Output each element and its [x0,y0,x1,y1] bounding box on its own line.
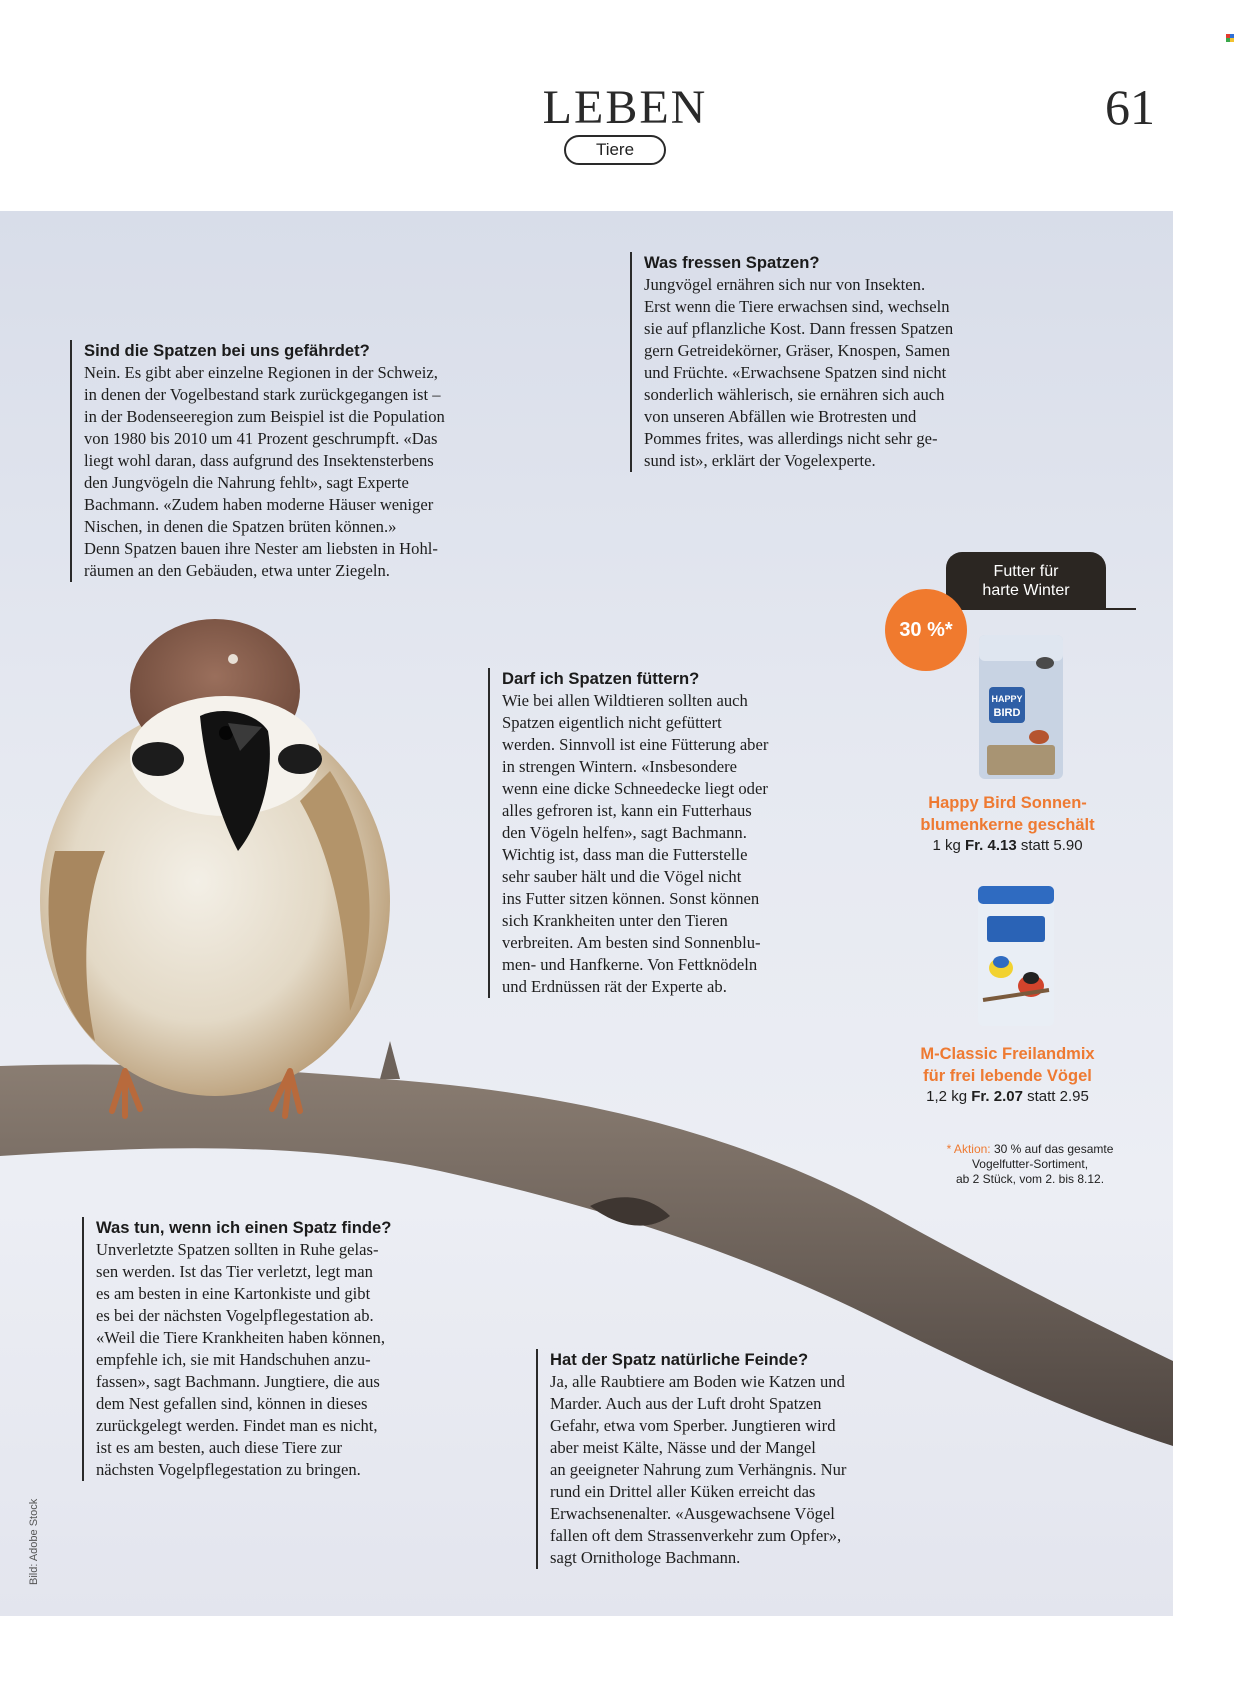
product-size: 1,2 kg [926,1088,968,1105]
text-line: an geeigneter Nahrung zum Verhängnis. Nur [550,1460,847,1479]
text-line: in strengen Wintern. «Insbesondere [502,757,737,776]
happy-bird-pack-image [975,633,1067,781]
text-line: «Weil die Tiere Krankheiten haben können, [96,1328,385,1347]
product-name-line: blumenkerne geschält [920,816,1095,834]
text-line: Denn Spatzen bauen ihre Nester am liebsten in Hohl- [84,539,438,558]
article-heading: Hat der Spatz natürliche Feinde? [550,1350,809,1369]
product-price-value: Fr. 4.13 [964,837,1017,854]
text-line: sehr sauber hält und die Vögel nicht [502,867,742,886]
text-line: ist es am besten, auch diese Tiere zur [96,1438,343,1457]
article-gefaehrdet [70,340,530,582]
promo-banner-line: harte Winter [982,582,1070,599]
text-line: Jungvögel ernähren sich nur von Insekten. [644,275,926,294]
text-line: Ja, alle Raubtiere am Boden wie Katzen und [550,1372,845,1391]
product-old-price: statt 5.90 [1020,837,1083,854]
product-name-line: für frei lebende Vögel [923,1067,1092,1085]
text-line: und Erdnüssen rät der Experte ab. [502,977,727,996]
text-line: fassen», sagt Bachmann. Jungtiere, die aus [96,1372,380,1391]
text-line: Erst wenn die Tiere erwachsen sind, wechseln [644,297,950,316]
article-spatz-finden [82,1217,462,1481]
text-line: es am besten in eine Kartonkiste und gibt [96,1284,371,1303]
text-line: Wie bei allen Wildtieren sollten auch [502,691,748,710]
text-line: sich Krankheiten unter den Tieren [502,911,728,930]
text-line: gern Getreidekörner, Gräser, Knospen, Samen [644,341,951,360]
pack-label-bird: BIRD [993,707,1021,719]
article-was-fressen [630,252,1030,472]
text-line: empfehle ich, sie mit Handschuhen anzu- [96,1350,371,1369]
promo-footnote [915,1142,1145,1187]
text-line: sie auf pflanzliche Kost. Dann fressen Spatzen [644,319,954,338]
text-line: verbreiten. Am besten sind Sonnenblu- [502,933,761,952]
footnote-line: 30 % auf das gesamte [993,1142,1114,1156]
category-tag: Tiere [564,135,666,165]
footnote-line: Vogelfutter-Sortiment, [971,1157,1089,1171]
text-line: Bachmann. «Zudem haben moderne Häuser weniger [84,495,434,514]
text-line: dem Nest gefallen sind, können in dieses [96,1394,368,1413]
article-heading: Was fressen Spatzen? [644,253,820,272]
section-title: LEBEN [542,81,708,134]
text-line: sund ist», erklärt der Vogelexperte. [644,451,876,470]
corner-color-mark [1226,34,1234,42]
product-price-happy-bird [900,836,1115,856]
text-line: rund ein Drittel aller Küken erreicht das [550,1482,816,1501]
article-heading: Sind die Spatzen bei uns gefährdet? [84,341,370,360]
text-line: wenn eine dicke Schneedecke liegt oder [502,779,768,798]
text-line: Nischen, in denen die Spatzen brüten können.» [84,517,397,536]
text-line: sonderlich wählerisch, sie ernähren sich auch [644,385,945,404]
image-credit: Bild: Adobe Stock [28,1498,40,1585]
text-line: Marder. Auch aus der Luft droht Spatzen [550,1394,822,1413]
text-line: liegt wohl daran, dass aufgrund des Insektensterbens [84,451,434,470]
text-line: aber meist Kälte, Nässe und der Mangel [550,1438,816,1457]
text-line: men- und Hanfkerne. Von Fettknödeln [502,955,758,974]
cheek-spot [132,742,184,776]
product-name-line: Happy Bird Sonnen- [928,794,1087,812]
text-line: fallen oft dem Strassenverkehr zum Opfer», [550,1526,842,1545]
text-line: den Jungvögeln die Nahrung fehlt», sagt Experte [84,473,409,492]
m-classic-pack-image [975,882,1057,1030]
text-line: Erwachsenenalter. «Ausgewachsene Vögel [550,1504,835,1523]
product-name-happy-bird [900,792,1115,836]
text-line: zurückgelegt werden. Findet man es nicht, [96,1416,378,1435]
text-line: sen werden. Ist das Tier verletzt, legt man [96,1262,373,1281]
product-price-value: Fr. 2.07 [971,1088,1023,1105]
article-feinde [536,1349,936,1569]
text-line: alles gefroren ist, kann ein Futterhaus [502,801,752,820]
text-line: sagt Ornithologe Bachmann. [550,1548,741,1567]
text-line: Nein. Es gibt aber einzelne Regionen in der Schweiz, [84,363,438,382]
product-name-m-classic [900,1043,1115,1087]
text-line: in denen der Vogelbestand stark zurückgegangen ist – [84,385,441,404]
article-heading: Darf ich Spatzen füttern? [502,669,700,688]
pack-label-happy: HAPPY [991,694,1023,704]
promo-rule [1100,608,1136,610]
promo-banner-line: Futter für [993,563,1059,580]
text-line: Gefahr, etwa vom Sperber. Jungtieren wird [550,1416,836,1435]
product-name-line: M-Classic Freilandmix [920,1045,1095,1063]
text-line: ins Futter sitzen können. Sonst können [502,889,760,908]
footnote-star: * Aktion: [946,1142,991,1156]
discount-badge: 30 %* [885,589,967,671]
text-line: und Früchte. «Erwachsene Spatzen sind nicht [644,363,947,382]
text-line: in der Bodenseeregion zum Beispiel ist die Population [84,407,445,426]
article-fuettern [488,668,848,998]
text-line: Wichtig ist, dass man die Futterstelle [502,845,748,864]
text-line: von 1980 bis 2010 um 41 Prozent geschrumpft. «Das [84,429,438,448]
article-heading: Was tun, wenn ich einen Spatz finde? [96,1218,392,1237]
text-line: den Vögeln helfen», sagt Bachmann. [502,823,747,842]
text-line: nächsten Vogelpflegestation zu bringen. [96,1460,361,1479]
product-price-m-classic [900,1087,1115,1107]
text-line: Unverletzte Spatzen sollten in Ruhe gelas- [96,1240,379,1259]
page-number: 61 [1105,79,1155,135]
text-line: Spatzen eigentlich nicht gefüttert [502,713,722,732]
text-line: werden. Sinnvoll ist eine Fütterung aber [502,735,769,754]
text-line: es bei der nächsten Vogelpflegestation ab. [96,1306,374,1325]
text-line: räumen an den Gebäuden, etwa unter Ziegeln. [84,561,390,580]
text-line: Pommes frites, was allerdings nicht sehr ge- [644,429,938,448]
product-size: 1 kg [932,837,961,854]
footnote-line: ab 2 Stück, vom 2. bis 8.12. [955,1172,1105,1186]
product-old-price: statt 2.95 [1027,1088,1089,1105]
text-line: von unseren Abfällen wie Brotresten und [644,407,917,426]
promo-banner [946,552,1106,610]
